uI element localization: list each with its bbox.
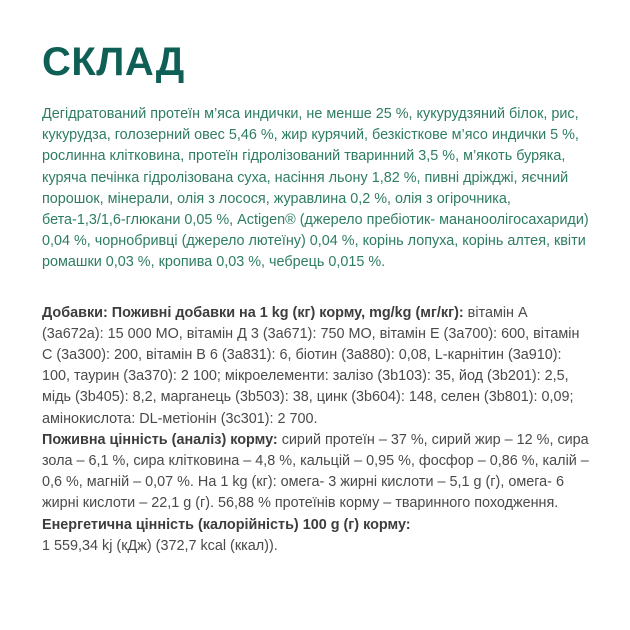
energy-value-text: 1 559,34 kj (кДж) (372,7 kcal (ккал)).: [42, 537, 278, 554]
composition-ingredients-text: Дегідратований протеїн м’яса индички, не менше 25 %, кукурудзяний білок, рис, кукурудза, голозерний овес 5,46 %, жир курячий, безкісткове м’ясо индички 5 %, рослинна клітковина, протеїн гідролізований тваринний 3,5 %, м’якоть буряка, куряча печінка гідролізована суха, насіння льону 1,82 %, пивні дріжджі, яєчний порошок, мінерали, олія з лосося, журавлина 0,2 %, олія з огірочника, бета-1,3/1,6-глюкани 0,05 %, Actigen® (джерело пребіотик- мананоолігосахариди) 0,04 %, чорнобривці (джерело лютеїну) 0,04 %, корінь лопуха, корінь алтея, квіти ромашки 0,03 %, кропива 0,03 %, чебрець 0,015 %.: [42, 106, 589, 271]
additives-label: Добавки: Поживні добавки на 1 kg (кг) корму, mg/kg (мг/кг):: [42, 304, 464, 321]
additives-paragraph: [42, 303, 590, 430]
energy-value-label: Енергетична цінність (калорійність) 100 g (г) корму:: [42, 516, 411, 533]
nutritional-analysis-label: Поживна цінність (аналіз) корму:: [42, 431, 278, 448]
nutritional-analysis-text: сирий протеїн – 37 %, сирий жир – 12 %, сира зола – 6,1 %, сира клітковина – 4,8 %, кальцій – 0,95 %, фосфор – 0,86 %, калій – 0,6 %, магній – 0,07 %. На 1 kg (кг): омега- 3 жирні кислоти – 5,1 g (г), омега- 6 жирні кислоти – 22,1 g (г). 56,88 % протеїнів корму – тваринного походження.: [42, 431, 589, 512]
analysis-section: [42, 274, 590, 557]
additives-text: вітамін А (3а672а): 15 000 МО, вітамін Д 3 (3а671): 750 МО, вітамін Е (3а700): 600, вітамін С (3а300): 200, вітамін В 6 (3а831): 6, біотин (3а880): 0,08, L-карнітин (3а910): 100, таурин (3а370): 2 100; мікроелементи: залізо (3b103): 35, йод (3b201): 2,5, мідь (3b405): 8,2, марганець (3b503): 38, цинк (3b604): 148, селен (3b801): 0,09; амінокислота: DL-метіонін (3с301): 2 700.: [42, 304, 580, 427]
page-title: СКЛАД: [42, 40, 185, 84]
nutritional-analysis-paragraph: [42, 430, 590, 515]
energy-value-paragraph: [42, 515, 590, 557]
